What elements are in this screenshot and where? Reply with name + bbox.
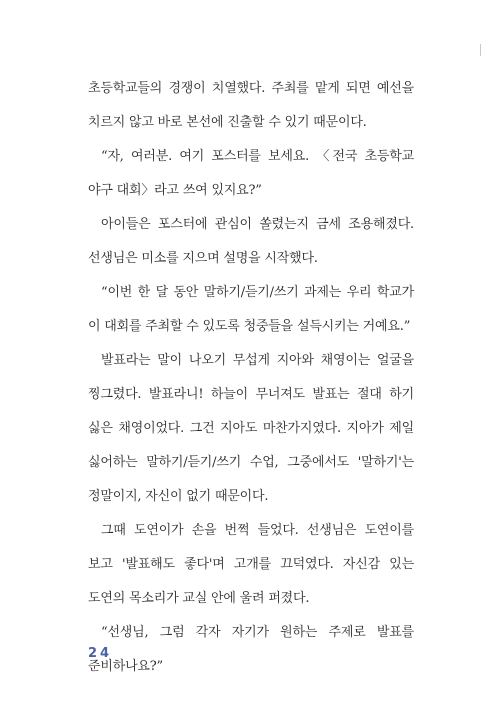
paragraph-1: 초등학교들의 경쟁이 치열했다. 주최를 맡게 되면 예선을 치르지 않고 바로 본선에 진출할 수 있기 때문이다. <box>88 81 414 130</box>
page-edge-mark <box>480 44 481 56</box>
page-number: 24 <box>88 646 113 661</box>
paragraph-5: 발표라는 말이 나오기 무섭게 지아와 채영이는 얼굴을 찡그렸다. 발표라니! 하늘이 무너져도 발표는 절대 하기 싫은 채영이었다. 그건 지아도 마찬가지였다. 지아가 제일 싫어하는 말하기/듣기/쓰기 수업, 그중에서도 '말하기'는 정말이지, 자신이 없기 때문이다. <box>88 353 414 504</box>
paragraph-6: 그때 도연이가 손을 번쩍 들었다. 선생님은 도연이를 보고 '발표해도 좋다'며 고개를 끄덕였다. 자신감 있는 도연의 목소리가 교실 안에 울려 퍼졌다. <box>88 523 414 606</box>
paragraph-7: “선생님, 그럼 각자 자기가 원하는 주제로 발표를 준비하나요?” <box>88 625 414 674</box>
paragraph-4: “이번 한 달 동안 말하기/듣기/쓰기 과제는 우리 학교가 이 대회를 주최할 수 있도록 청중들을 설득시키는 거예요.” <box>88 285 414 334</box>
paragraph-3: 아이들은 포스터에 관심이 쏠렸는지 금세 조용해졌다. 선생님은 미소를 지으며 설명을 시작했다. <box>88 217 414 266</box>
body-text <box>88 72 414 684</box>
paragraph-2: “자, 여러분. 여기 포스터를 보세요. 〈전국 초등학교 야구 대회〉라고 쓰여 있지요?” <box>88 149 414 198</box>
